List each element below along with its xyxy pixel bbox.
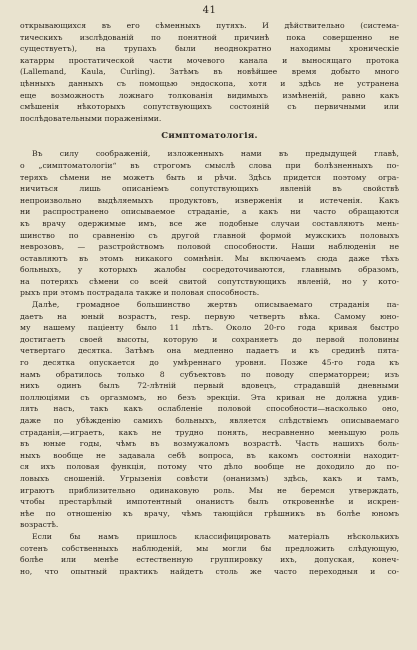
text-line: но, что опытный практикъ найдетъ столь же часто переходныя и со- (20, 566, 399, 576)
text-line: больныхъ, у которыхъ жалобы сосредоточиваются, главнымъ образомъ, (20, 265, 399, 275)
text-line: Если бы намъ пришлось классифицировать матеріалъ нѣсколькихъ (32, 531, 399, 541)
paragraph-body-3 (20, 531, 399, 577)
text-line: тическихъ изслѣдованій по понятной причинѣ пока совершенно не (20, 32, 399, 42)
text-line: ныхъ вообще не задавала себѣ вопроса, въ какомъ состояніи находит- (20, 450, 399, 460)
text-line: четвертаго десятка. Затѣмъ она медленно падаетъ и къ срединѣ пята- (20, 346, 399, 356)
page-number: 41 (202, 5, 217, 16)
text-line: му нашему паціенту было 11 лѣтъ. Около 20-го года кривая быстро (20, 323, 399, 333)
text-line: нѣе по отношенію къ врачу, чѣмъ тающійся грѣшникъ въ болѣе юномъ (20, 508, 399, 518)
paragraph-body-1 (20, 148, 399, 299)
text-line: го десятка опускается до умѣреннаго уровня. Позже 45-го года къ (20, 358, 399, 368)
text-line: на потеряхъ сѣмени со всей свитой сопутствующихъ явленій, но у кото- (20, 276, 399, 286)
paragraph-body-2 (20, 299, 399, 531)
text-line: страданія,—играетъ, какъ не трудно понять, несравненно меньшую роль (20, 427, 399, 437)
text-line: ловыхъ сношеній. Угрызенія совѣсти (онанизмъ) здѣсь, какъ и тамъ, (20, 473, 399, 483)
section-heading: Симптоматологія. (161, 131, 258, 142)
text-line: къ врачу одержимые имъ, все же подобные случаи составляютъ мень- (20, 218, 399, 228)
text-line: цѣнныхъ данныхъ съ помощью эндоскопа, хотя и здѣсь не устранена (20, 78, 399, 88)
text-line: чтобы престарѣлый импотентный онанистъ былъ откровеннѣе и искрен- (20, 497, 399, 507)
text-line: шинство по сравненію съ другой главной формой мужскихъ половыхъ (20, 230, 399, 240)
text-line: играютъ приблизительно одинаковую роль. Мы не беремся утверждать, (20, 485, 399, 495)
text-line: послѣдовательными пораженіями. (20, 113, 162, 123)
text-line: существуетъ), на трупахъ были неоднократно находимы хроническіе (20, 44, 399, 54)
text-line: достигаетъ своей высоты, которую и сохраняетъ до первой половины (20, 334, 399, 344)
text-line: ся ихъ половая функція, потому что дѣло вообще не доходило до по- (20, 462, 399, 472)
text-line: еще возможность ложнаго толкованія видимыхъ измѣненій, равно какъ (20, 90, 399, 100)
text-line: рыхъ при этомъ пострадала также и половая способность. (20, 288, 260, 298)
text-line: открывающихся въ его сѣменныхъ путяхъ. И дѣйствительно (система- (20, 21, 399, 30)
text-line: Въ силу соображеній, изложенныхъ нами въ предыдущей главѣ, (32, 149, 399, 159)
text-line: ни распространено описываемое страданіе, а какъ ни часто обращаются (20, 207, 399, 217)
text-line: неврозовъ, — разстройствомъ половой способности. Наши наблюденія не (20, 242, 399, 252)
text-line: даже по убѣжденію самихъ больныхъ, является слѣдствіемъ описываемаго (20, 416, 399, 425)
text-line: болѣе или менѣе естественную группировку ихъ, допуская, конеч- (20, 555, 399, 565)
text-line: сотенъ собственныхъ наблюденій, мы могли бы предложить слѣдующую, (20, 543, 399, 553)
text-line: лять насъ, такъ какъ ослабленіе половой способности—насколько оно, (20, 404, 399, 414)
text-line: о „симптоматологіи“ въ строгомъ смыслѣ слова при болѣзненныхъ по- (20, 160, 399, 170)
text-line: возрастѣ. (20, 520, 59, 530)
paragraph-intro (20, 20, 399, 124)
text-line: (Lallemand, Kaula, Curling). Затѣмъ въ новѣйшее время добыто много (20, 67, 399, 77)
text-line: теряхъ сѣмени не можетъ быть и рѣчи. Здѣсь придется поэтому огра- (20, 172, 399, 182)
text-line: нихъ одинъ былъ 72-лѣтній первый вдовецъ, страдавшій дневными (20, 381, 399, 391)
text-line: смѣшенія нѣкоторыхъ сопутствующихъ состояній съ первичными или (20, 102, 399, 112)
text-line: непроизвольно выдѣляемыхъ продуктовъ, изверженія и истеченія. Какъ (20, 195, 399, 205)
text-line: Далѣе, громадное большинство жертвъ описываемаго страданія па- (32, 300, 399, 310)
text-line: катарры простатической части мочевого канала и выносящаго протока (20, 55, 399, 65)
text-line: въ юные годы, чѣмъ въ возмужаломъ возрастѣ. Часть нашихъ боль- (20, 439, 399, 449)
text-line: поллюціями съ оргазмомъ, но безъ эрекціи. Эта кривая не должна удив- (20, 392, 399, 402)
text-line: ничиться лишь описаніемъ сопутствующихъ явленій въ свойствѣ (20, 184, 399, 194)
text-line: намъ обратилось только 8 субъектовъ по поводу сперматорреи; изъ (20, 369, 399, 379)
text-line: даетъ на юный возрастъ, resp. первую четверть вѣка. Самому юно- (20, 311, 399, 321)
text-line: оставляютъ въ этомъ никакого сомнѣнія. Мы включаемъ сюда даже тѣхъ (20, 253, 399, 263)
